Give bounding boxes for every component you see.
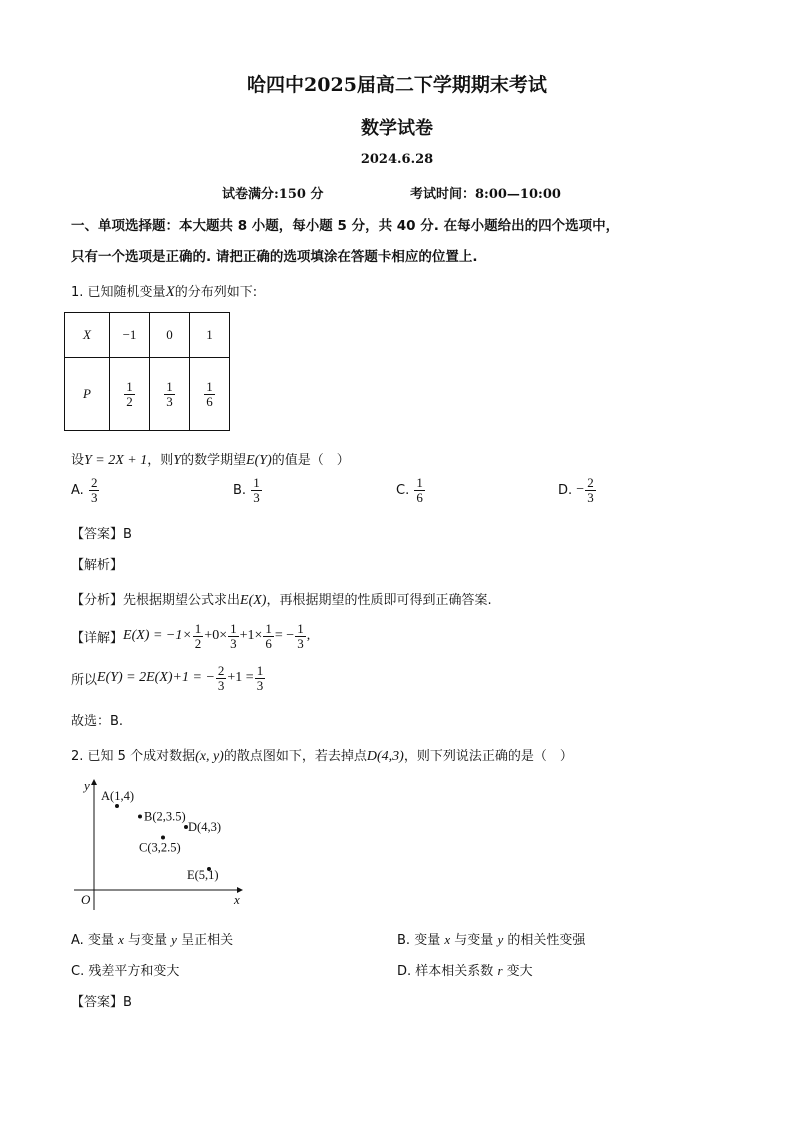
frac-den: 3	[253, 489, 260, 505]
frac-den: 3	[217, 677, 225, 693]
exam-time: 考试时间：8:00—10:00	[410, 187, 561, 202]
option-label: A.	[71, 933, 84, 948]
detail-term: +0×	[204, 628, 228, 644]
q2-option-d[interactable]	[397, 960, 533, 979]
q1-var-x: X	[165, 284, 175, 300]
table-p-value	[190, 358, 230, 431]
q1-option-b[interactable]	[233, 476, 263, 504]
option-var: x	[444, 932, 451, 947]
frac-num: 2	[90, 475, 98, 490]
frac-den: 2	[194, 635, 202, 651]
frac-num: 2	[587, 475, 594, 490]
fenxi-text-b: ，再根据期望的性质即可得到正确答案.	[266, 593, 492, 608]
q2-option-a[interactable]	[71, 929, 233, 948]
scatter-label-b: B(2,3.5)	[144, 809, 186, 824]
option-label: A.	[71, 482, 84, 498]
option-sign: −	[576, 482, 585, 498]
q1-ask-text-d: 的值是（ ）	[271, 453, 350, 468]
frac-num: 1	[230, 621, 237, 636]
scatter-label-a: A(1,4)	[101, 789, 134, 803]
option-var: x	[118, 932, 124, 947]
q1-stem	[71, 281, 257, 301]
frac-den: 3	[230, 635, 237, 651]
option-text: 与变量	[454, 933, 494, 948]
exam-title: 哈四中2025届高二下学期期末考试	[247, 74, 547, 96]
frac-den: 3	[587, 489, 594, 505]
option-label: D.	[558, 482, 573, 498]
q1-option-a[interactable]	[71, 476, 100, 504]
q2-stem	[71, 745, 573, 765]
q1-ask-formula: Y = 2X + 1	[84, 453, 148, 468]
table-row-x	[65, 313, 230, 358]
frac-num: 1	[297, 621, 304, 636]
scatter-point-c	[161, 836, 165, 840]
detail-term: = −	[274, 628, 295, 644]
so-term: E(Y) = 2E(X)+1 = −	[97, 670, 215, 686]
option-text: 残差平方和变大	[88, 964, 180, 979]
table-x-value: 0	[150, 313, 190, 358]
q1-stem-text-b: 的分布列如下:	[174, 285, 258, 300]
option-text: 样本相关系数	[415, 964, 494, 979]
q2-stem-text-a: 已知 5 个成对数据	[87, 749, 196, 764]
option-var: r	[497, 963, 503, 978]
so-text: 所以	[71, 672, 98, 688]
frac-den: 3	[90, 489, 98, 505]
scatter-point-b	[138, 815, 142, 819]
exam-subtitle: 数学试卷	[361, 118, 433, 139]
detail-term: ,	[306, 628, 311, 644]
frac-num: 1	[194, 621, 202, 636]
table-p-value	[110, 358, 150, 431]
option-text: 的相关性变强	[507, 933, 586, 948]
q1-analysis-head: 【解析】	[71, 558, 124, 573]
option-text: 呈正相关	[181, 933, 234, 948]
frac-num: 2	[217, 663, 225, 678]
q2-number: 2.	[71, 749, 84, 764]
option-text: 变量	[87, 933, 114, 948]
frac-den: 3	[297, 635, 304, 651]
frac-num: 1	[166, 378, 173, 394]
q1-fenxi	[71, 589, 492, 609]
frac-den: 6	[416, 489, 423, 505]
table-x-value: 1	[190, 313, 230, 358]
frac-num: 1	[126, 378, 133, 394]
q1-so	[71, 664, 266, 692]
q1-stem-text-a: 已知随机变量	[87, 285, 166, 300]
q1-ask-text-a: 设	[71, 453, 85, 468]
q1-answer: 【答案】B	[71, 527, 132, 542]
frac-num: 1	[265, 621, 272, 636]
table-label-p: P	[65, 358, 110, 431]
fenxi-expect: E(X)	[240, 593, 267, 608]
scatter-plot	[70, 774, 260, 914]
q2-stem-text-c: ，则下列说法正确的是（ ）	[403, 749, 573, 764]
q1-question	[71, 449, 350, 469]
q1-option-c[interactable]	[396, 476, 426, 504]
q2-option-c[interactable]	[71, 960, 179, 979]
option-label: B.	[397, 933, 411, 948]
q2-answer: 【答案】B	[71, 995, 132, 1010]
q2-pair: (x, y)	[195, 749, 224, 764]
table-row-p	[65, 358, 230, 431]
option-text: 变量	[414, 933, 441, 948]
option-label: D.	[397, 964, 412, 979]
frac-den: 3	[166, 393, 173, 409]
q2-stem-text-b: 的散点图如下，若去掉点	[223, 749, 367, 764]
frac-num: 1	[256, 663, 264, 678]
option-text: 变大	[506, 964, 533, 979]
option-label: C.	[71, 964, 85, 979]
detail-head: 【详解】	[71, 630, 124, 646]
q1-choose: 故选：B.	[71, 714, 124, 729]
frac-num: 1	[416, 475, 423, 490]
frac-den: 3	[256, 677, 264, 693]
option-text: 与变量	[128, 933, 168, 948]
table-label-x: X	[65, 313, 110, 358]
q1-number: 1.	[71, 285, 84, 300]
frac-den: 6	[206, 393, 213, 409]
frac-num: 1	[253, 475, 260, 490]
q1-option-d[interactable]	[558, 476, 597, 504]
option-label: C.	[396, 482, 410, 498]
scatter-point-a	[115, 804, 119, 808]
q1-ask-var: Y	[173, 453, 182, 468]
x-axis-label: x	[234, 892, 240, 907]
frac-den: 2	[126, 393, 133, 409]
q2-point-d: D(4,3)	[366, 749, 404, 764]
full-score: 试卷满分:150 分	[222, 187, 324, 202]
table-p-value	[150, 358, 190, 431]
scatter-label-d: D(4,3)	[188, 820, 221, 834]
y-axis-label: y	[84, 778, 90, 793]
q1-ask-text-b: ，则	[147, 453, 174, 468]
frac-den: 6	[265, 635, 272, 651]
origin-label: O	[81, 892, 91, 907]
frac-num: 1	[206, 378, 213, 394]
q1-ask-expect: E(Y)	[246, 453, 272, 468]
scatter-label-c: C(3,2.5)	[139, 840, 181, 855]
so-term: +1 =	[227, 670, 254, 686]
option-var: y	[171, 932, 177, 947]
q1-detail	[71, 622, 310, 650]
detail-term: +1×	[239, 628, 263, 644]
q2-option-b[interactable]	[397, 929, 585, 948]
section-instructions-line2: 只有一个选项是正确的. 请把正确的选项填涂在答题卡相应的位置上.	[71, 249, 478, 265]
section-instructions-line1: 一、单项选择题：本大题共 8 小题，每小题 5 分，共 40 分. 在每小题给出的四个选项中，	[71, 218, 620, 234]
distribution-table	[64, 312, 230, 431]
option-label: B.	[233, 482, 247, 498]
q1-ask-text-c: 的数学期望	[181, 453, 247, 468]
table-x-value: −1	[110, 313, 150, 358]
fenxi-text-a: 【分析】先根据期望公式求出	[71, 593, 241, 608]
option-var: y	[497, 932, 504, 947]
scatter-label-e: E(5,1)	[187, 868, 219, 882]
detail-term: E(X) = −1×	[123, 628, 192, 644]
exam-date: 2024.6.28	[360, 152, 434, 167]
scatter-points	[101, 789, 221, 882]
